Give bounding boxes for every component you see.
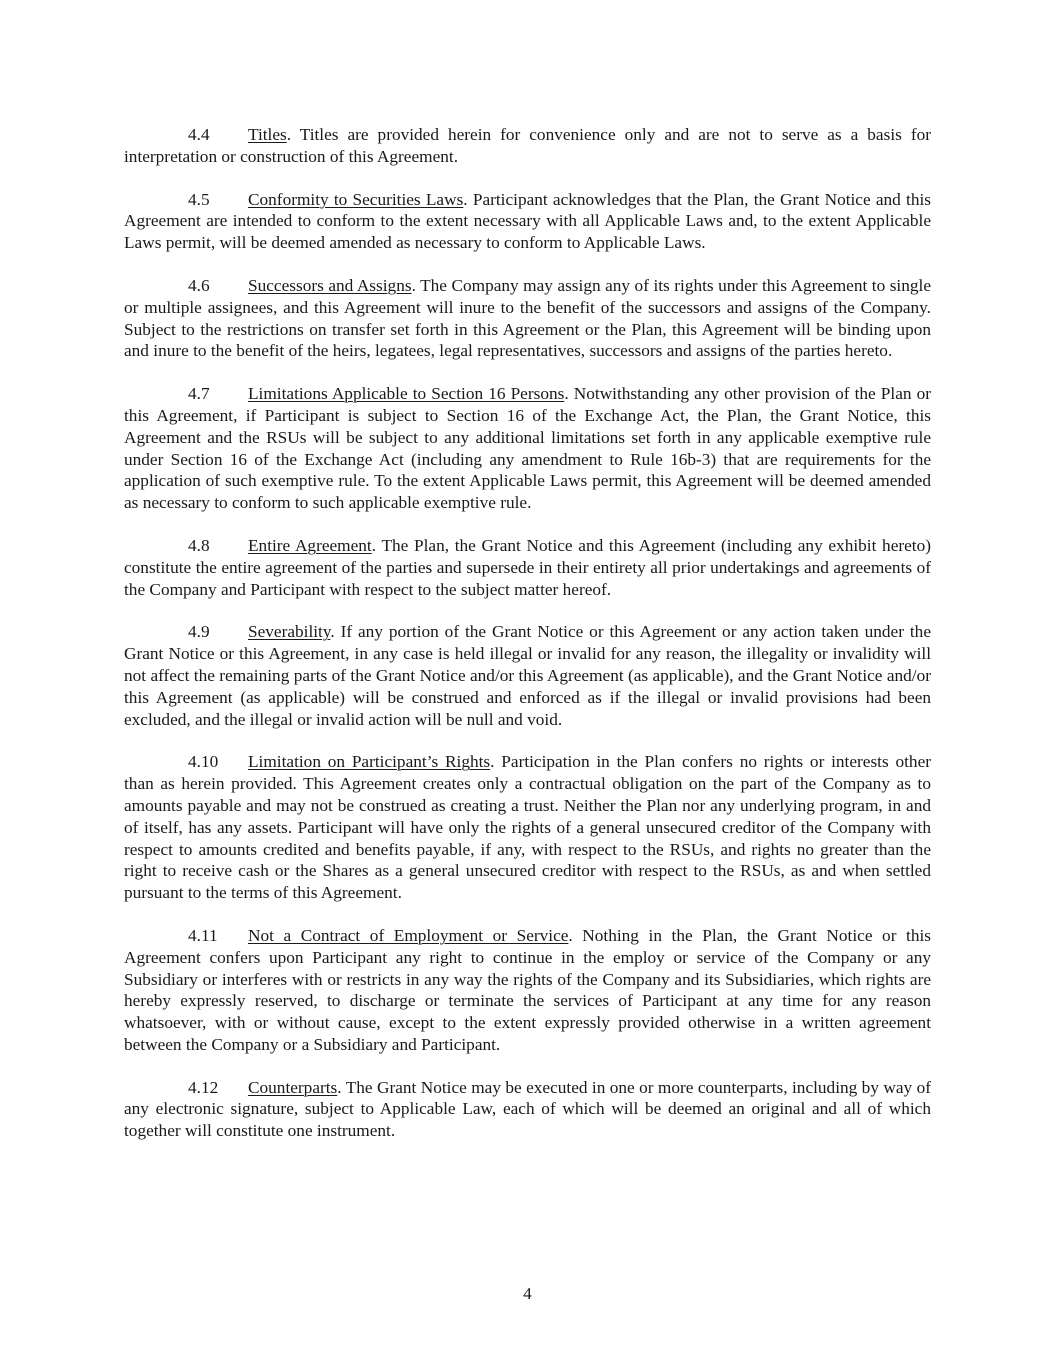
document-page	[124, 124, 931, 1163]
section-heading: Counterparts	[248, 1077, 338, 1097]
section-4-8: 4.8 Entire Agreement. The Plan, the Grant Notice and this Agreement (including any exhibit hereto) constitute the entire agreement of the parties and supersede in their entirety all prior undertakings and agreements of the Company and Participant with respect to the subject matter hereof.	[124, 535, 931, 599]
section-body: If any portion of the Grant Notice or this Agreement or any action taken under the Grant Notice or this Agreement, in any case is held illegal or invalid for any reason, the illegality or invalidity will not affect the remaining parts of the Grant Notice and/or this Agreement (as applicable), and the Grant Notice and/or this Agreement (as applicable) will be construed and enforced as if the illegal or invalid provisions had been excluded, and the illegal or invalid action will be null and void.	[124, 622, 931, 729]
section-body: The Plan, the Grant Notice and this Agreement (including any exhibit hereto) constitute the entire agreement of the parties and supersede in their entirety all prior undertakings and agreements of the Company and Participant with respect to the subject matter hereof.	[124, 535, 931, 599]
section-body: Participation in the Plan confers no rights or interests other than as herein provided. This Agreement creates only a contractual obligation on the part of the Company as to amounts payable and may not be construed as creating a trust. Neither the Plan nor any underlying program, in and of itself, has any assets. Participant will have only the rights of a general unsecured creditor of the Company with respect to amounts credited and benefits payable, if any, with respect to the RSUs, and rights no greater than the right to receive cash or the Shares as a general unsecured creditor with respect to the RSUs, as and when settled pursuant to the terms of this Agreement.	[124, 752, 932, 903]
section-heading: Entire Agreement	[248, 535, 372, 555]
section-heading: Conformity to Securities Laws	[248, 189, 464, 209]
section-heading: Not a Contract of Employment or Service	[248, 925, 569, 945]
page-number: 4	[523, 1284, 532, 1303]
section-number: 4.11	[188, 925, 218, 945]
section-heading: Titles	[248, 125, 287, 144]
section-number: 4.10	[188, 752, 219, 772]
section-body: The Company may assign any of its rights under this Agreement to single or multiple assignees, and this Agreement will inure to the benefit of the successors and assigns of the Company. Subject to the restrictions on transfer set forth in this Agreement or the Plan, this Agreement will be binding upon and inure to the benefit of the heirs, legatees, legal representatives, successors and assigns of the parties hereto.	[124, 275, 931, 361]
section-heading: Successors and Assigns	[248, 275, 412, 295]
section-number: 4.9	[188, 622, 210, 642]
section-body: Notwithstanding any other provision of the Plan or this Agreement, if Participant is subject to Section 16 of the Exchange Act, the Plan, the Grant Notice, this Agreement and the RSUs will be subject to any additional limitations set forth in any applicable exemptive rule under Section 16 of the Exchange Act (including any amendment to Rule 16b-3) that are requirements for the application of such exemptive rule. To the extent Applicable Laws permit, this Agreement will be deemed amended as necessary to conform to such applicable exemptive rule.	[124, 384, 931, 513]
section-number: 4.12	[188, 1077, 219, 1097]
section-4-5: 4.5 Conformity to Securities Laws. Participant acknowledges that the Plan, the Grant Notice and this Agreement are intended to conform to the extent necessary with all Applicable Laws and, to the extent Applicable Laws permit, will be deemed amended as necessary to conform to Applicable Laws.	[124, 189, 931, 253]
section-heading: Severability	[248, 622, 331, 642]
section-number: 4.4	[188, 125, 210, 144]
section-number: 4.8	[188, 535, 210, 555]
section-heading: Limitations Applicable to Section 16 Persons	[248, 384, 565, 404]
section-4-4: 4.4 Titles. Titles are provided herein for convenience only and are not to serve as a basis for interpretation or construction of this Agreement.	[124, 125, 931, 166]
section-4-7: 4.7 Limitations Applicable to Section 16 Persons. Notwithstanding any other provision of the Plan or this Agreement, if Participant is subject to Section 16 of the Exchange Act, the Plan, the Grant Notice, this Agreement and the RSUs will be subject to any additional limitations set forth in any applicable exemptive rule under Section 16 of the Exchange Act (including any amendment to Rule 16b-3) that are requirements for the application of such exemptive rule. To the extent Applicable Laws permit, this Agreement will be deemed amended as necessary to conform to such applicable exemptive rule.	[124, 384, 931, 513]
section-4-10: 4.10 Limitation on Participant’s Rights. Participation in the Plan confers no rights or interests other than as herein provided. This Agreement creates only a contractual obligation on the part of the Company as to amounts payable and may not be construed as creating a trust. Neither the Plan nor any underlying program, in and of itself, has any assets. Participant will have only the rights of a general unsecured creditor of the Company with respect to amounts credited and benefits payable, if any, with respect to the RSUs, and rights no greater than the right to receive cash or the Shares as a general unsecured creditor with respect to the RSUs, as and when settled pursuant to the terms of this Agreement.	[124, 752, 932, 903]
section-4-11: 4.11 Not a Contract of Employment or Service. Nothing in the Plan, the Grant Notice or this Agreement confers upon Participant any right to continue in the employ or service of the Company or any Subsidiary or interferes with or restricts in any way the rights of the Company and its Subsidiaries, which rights are hereby expressly reserved, to discharge or terminate the services of Participant at any time for any reason whatsoever, with or without cause, except to the extent expressly provided otherwise in a written agreement between the Company or a Subsidiary and Participant.	[124, 925, 931, 1054]
section-4-6: 4.6 Successors and Assigns. The Company may assign any of its rights under this Agreement to single or multiple assignees, and this Agreement will inure to the benefit of the successors and assigns of the Company. Subject to the restrictions on transfer set forth in this Agreement or the Plan, this Agreement will be binding upon and inure to the benefit of the heirs, legatees, legal representatives, successors and assigns of the parties hereto.	[124, 275, 931, 361]
section-body: Nothing in the Plan, the Grant Notice or this Agreement confers upon Participant any right to continue in the employ or service of the Company or any Subsidiary or interferes with or restricts in any way the rights of the Company and its Subsidiaries, which rights are hereby expressly reserved, to discharge or terminate the services of Participant at any time for any reason whatsoever, with or without cause, except to the extent expressly provided otherwise in a written agreement between the Company or a Subsidiary and Participant.	[124, 925, 931, 1054]
section-4-12: 4.12 Counterparts. The Grant Notice may be executed in one or more counterparts, including by way of any electronic signature, subject to Applicable Law, each of which will be deemed an original and all of which together will constitute one instrument.	[124, 1077, 931, 1141]
section-4-9: 4.9 Severability. If any portion of the Grant Notice or this Agreement or any action taken under the Grant Notice or this Agreement, in any case is held illegal or invalid for any reason, the illegality or invalidity will not affect the remaining parts of the Grant Notice and/or this Agreement (as applicable), and the Grant Notice and/or this Agreement (as applicable) will be construed and enforced as if the illegal or invalid provisions had been excluded, and the illegal or invalid action will be null and void.	[124, 622, 931, 729]
section-number: 4.6	[188, 275, 210, 295]
section-number: 4.7	[188, 384, 210, 404]
section-heading: Limitation on Participant’s Rights	[248, 752, 491, 772]
section-body: The Grant Notice may be executed in one or more counterparts, including by way of any electronic signature, subject to Applicable Law, each of which will be deemed an original and all of which together will constitute one instrument.	[124, 1077, 931, 1141]
section-number: 4.5	[188, 189, 210, 209]
section-body: Titles are provided herein for convenience only and are not to serve as a basis for interpretation or construction of this Agreement.	[124, 125, 931, 166]
section-body: Participant acknowledges that the Plan, the Grant Notice and this Agreement are intended to conform to the extent necessary with all Applicable Laws and, to the extent Applicable Laws permit, will be deemed amended as necessary to conform to Applicable Laws.	[124, 189, 931, 253]
